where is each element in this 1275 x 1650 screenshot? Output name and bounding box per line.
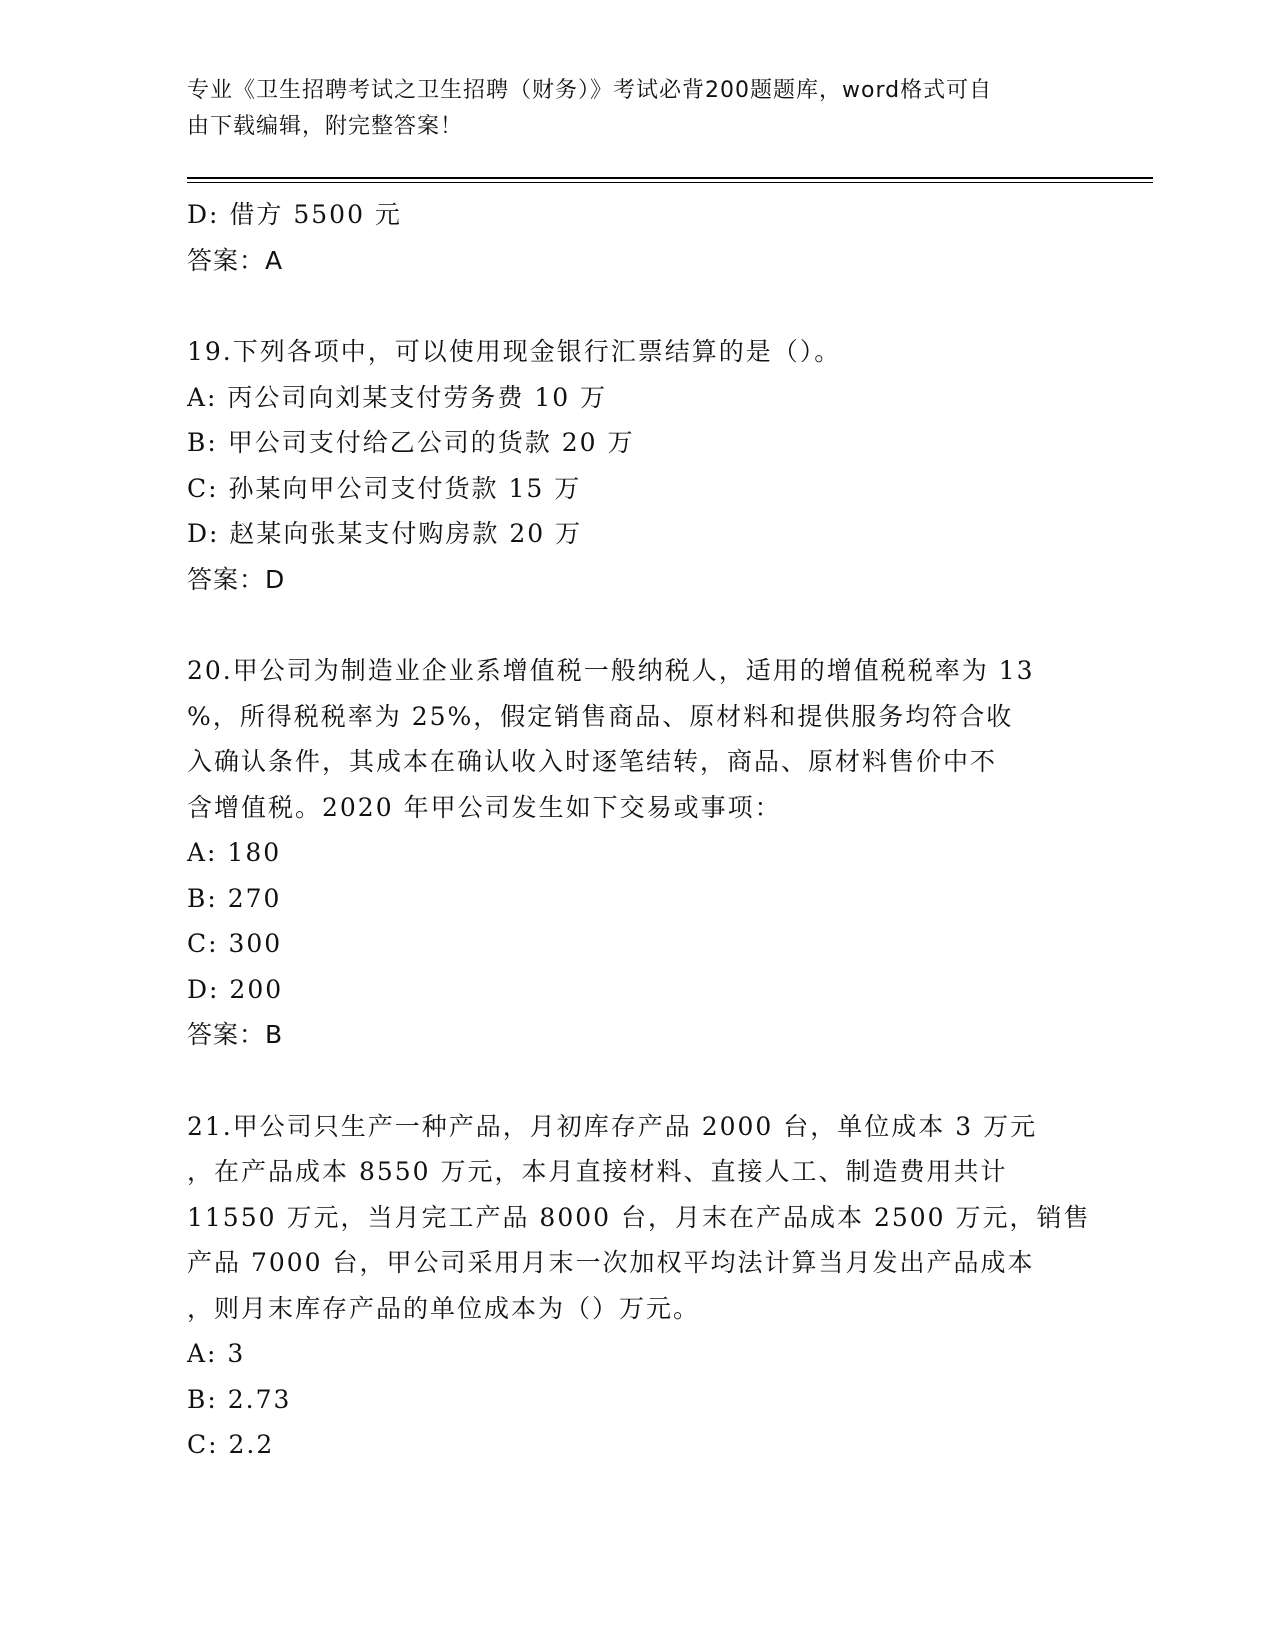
question-stem-line-3: 入确认条件，其成本在确认收入时逐笔结转，商品、原材料售价中不 [187,747,998,776]
question-20 [187,648,1087,1058]
question-stem-line-4: 含增值税。2020 年甲公司发生如下交易或事项： [187,792,782,822]
header-title-line-1: 专业《卫生招聘考试之卫生招聘（财务）》考试必背200题题库，word格式可自 [187,78,993,103]
option-c: C: 300 [187,929,283,958]
question-21 [187,1104,1091,1468]
option-a: A: 丙公司向刘某支付劳务费 10 万 [187,382,608,412]
question-stem-line-1: 20.甲公司为制造业企业系增值税一般纳税人，适用的增值税税率为 13 [187,656,1035,685]
answer-line: 答案：A [187,245,284,275]
question-stem-line-2: ，在产品成本 8550 万元，本月直接材料、直接人工、制造费用共计 [187,1157,1008,1186]
option-d: D: 赵某向张某支付购房款 20 万 [187,519,583,548]
option-c: C: 孙某向甲公司支付货款 15 万 [187,473,582,503]
question-stem: 19.下列各项中，可以使用现金银行汇票结算的是（）。 [187,337,842,366]
header-title-line-2: 由下载编辑，附完整答案！ [187,114,464,139]
answer-line: 答案：B [187,1020,284,1049]
header-divider-thin [187,182,1153,183]
option-b: B: 270 [187,883,282,913]
spacer [187,602,1087,648]
question-stem-line-2: %，所得税税率为 25%，假定销售商品、原材料和提供服务均符合收 [187,701,1014,731]
question-stem-line-5: ，则月末库存产品的单位成本为（）万元。 [187,1293,701,1323]
header-divider-thick [187,177,1153,179]
option-b: B: 甲公司支付给乙公司的货款 20 万 [187,428,635,457]
option-c: C: 2.2 [187,1430,275,1459]
question-stem-line-1: 21.甲公司只生产一种产品，月初库存产品 2000 台，单位成本 3 万元 [187,1111,1038,1141]
question-stem-line-3: 11550 万元，当月完工产品 8000 台，月末在产品成本 2500 万元，销售 [187,1202,1091,1232]
question-stem-line-4: 产品 7000 台，甲公司采用月末一次加权平均法计算当月发出产品成本 [187,1248,1035,1277]
question-19 [187,329,1087,602]
answer-line: 答案：D [187,564,286,594]
spacer [187,1058,1087,1104]
option-a: A: 180 [187,838,282,867]
option-d: D: 借方 5500 元 [187,200,402,229]
option-d: D: 200 [187,974,284,1004]
previous-question-tail [187,192,1087,283]
question-list [187,192,1091,1468]
option-b: B: 2.73 [187,1384,292,1414]
option-a: A: 3 [187,1339,246,1368]
document-header [187,73,1067,145]
spacer [187,283,1087,329]
